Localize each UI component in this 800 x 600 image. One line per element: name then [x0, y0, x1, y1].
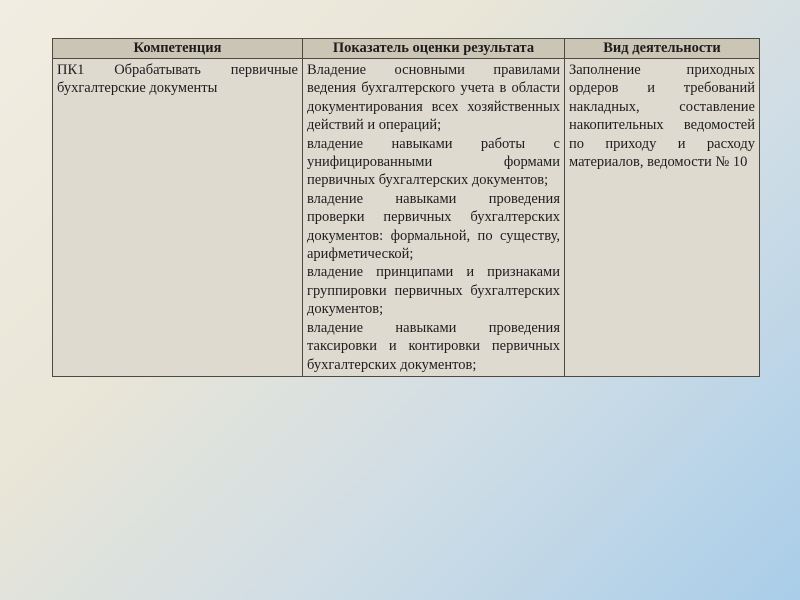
header-result-indicator: Показатель оценки результата [303, 39, 565, 59]
indicator-item: владение принципами и признаками группировки первичных бухгалтерских документов; [307, 264, 560, 318]
competence-table [52, 38, 760, 377]
indicators-cell [303, 59, 565, 377]
indicator-item: владение навыками проведения таксировки и контировки первичных бухгалтерских документов; [307, 319, 560, 373]
indicator-item: владение навыками проведения проверки первичных бухгалтерских документов: формальной, по существу, арифметической; [307, 190, 560, 263]
table-header-row [53, 39, 760, 59]
table-row [53, 59, 760, 377]
indicator-item: владение навыками работы с унифицированными формами первичных бухгалтерских документов; [307, 135, 560, 189]
header-competence: Компетенция [53, 39, 303, 59]
activity-cell: Заполнение приходных ордеров и требований накладных, составление накопительных ведомостей по приходу и расходу материалов, ведомости № 10 [565, 59, 760, 377]
indicator-item: Владение основными правилами ведения бухгалтерского учета в области документирования всех хозяйственных действий и операций; [307, 62, 560, 134]
competence-cell: ПК1 Обрабатывать первичные бухгалтерские документы [53, 59, 303, 377]
header-activity-type: Вид деятельности [565, 39, 760, 59]
